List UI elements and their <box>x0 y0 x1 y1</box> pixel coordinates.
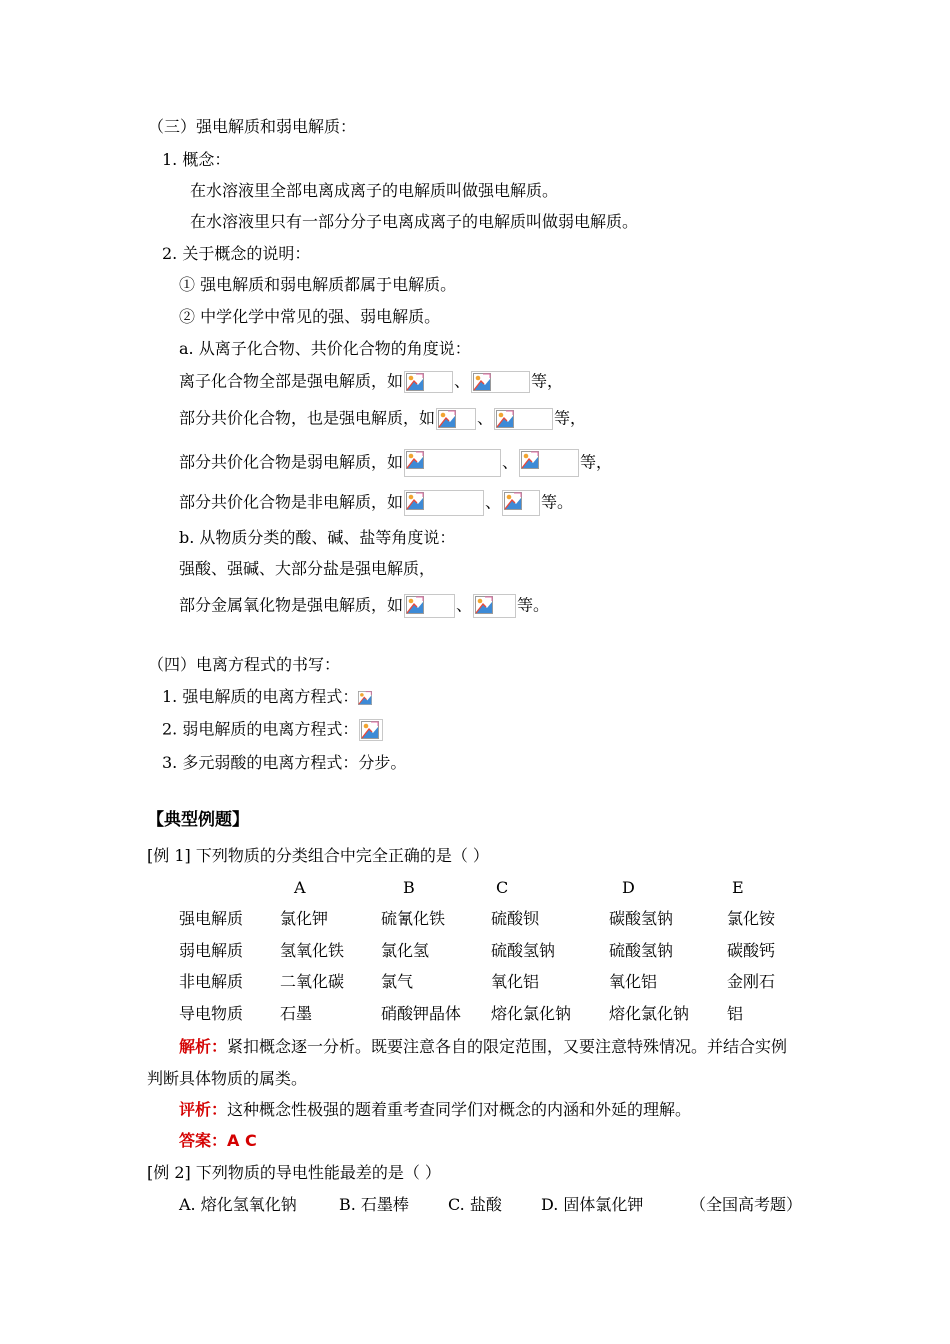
option-b-header: B <box>403 878 415 897</box>
table-cell: 氯化钾 <box>280 909 329 928</box>
example-2-option-a: A. 熔化氢氧化钠 <box>179 1195 297 1214</box>
covalent-strong-line <box>179 408 586 430</box>
ionic-compounds-line <box>179 371 563 393</box>
comment-paragraph <box>179 1100 691 1120</box>
table-cell: 氢氧化铁 <box>280 941 345 960</box>
source-note: （全国高考题） <box>690 1195 803 1214</box>
line-suffix: 等， <box>580 452 613 472</box>
table-cell: 氧化铝 <box>491 972 540 991</box>
note-1: ① 强电解质和弱电解质都属于电解质。 <box>179 275 457 294</box>
row-label: 强电解质 <box>179 909 244 928</box>
table-cell: 硝酸钾晶体 <box>381 1004 462 1023</box>
separator: 、 <box>456 595 473 615</box>
subpoint-a-heading: a. 从离子化合物、共价化合物的角度说： <box>179 339 471 358</box>
comment-label: 评析： <box>179 1100 228 1119</box>
comment-text: 这种概念性极强的题着重考查同学们对概念的内涵和外延的理解。 <box>227 1100 692 1119</box>
line-text: 部分金属氧化物是强电解质，如 <box>179 595 404 615</box>
polyprotic-equation-line: 3. 多元弱酸的电离方程式：分步。 <box>162 753 407 772</box>
examples-heading: 【典型例题】 <box>147 810 249 830</box>
formula-image-icon <box>519 449 579 477</box>
table-cell: 铝 <box>727 1004 744 1023</box>
formula-image-icon <box>436 408 476 430</box>
analysis-label: 解析： <box>179 1037 228 1056</box>
line-suffix: 等。 <box>541 492 574 512</box>
covalent-weak-line <box>179 449 612 477</box>
formula-image-icon <box>473 594 516 618</box>
row-label: 弱电解质 <box>179 941 244 960</box>
row-label: 非电解质 <box>179 972 244 991</box>
table-cell: 硫酸氢钠 <box>491 941 556 960</box>
subpoint-b-heading: b. 从物质分类的酸、碱、盐等角度说： <box>179 528 456 547</box>
formula-image-icon <box>404 490 484 516</box>
table-cell: 二氧化碳 <box>280 972 345 991</box>
line-text: 部分共价化合物是弱电解质，如 <box>179 452 404 472</box>
table-cell: 氧化铝 <box>609 972 658 991</box>
line-text: 部分共价化合物是非电解质，如 <box>179 492 404 512</box>
analysis-continuation: 判断具体物质的属类。 <box>147 1069 308 1088</box>
separator: 、 <box>454 371 471 391</box>
option-a-header: A <box>294 878 306 897</box>
row-label: 导电物质 <box>179 1004 244 1023</box>
answer-value: A C <box>227 1131 257 1150</box>
table-cell: 硫酸钡 <box>491 909 540 928</box>
concept-item: 1. 概念： <box>162 150 231 169</box>
table-cell: 碳酸钙 <box>727 941 776 960</box>
analysis-paragraph <box>179 1037 787 1057</box>
separator: 、 <box>485 492 502 512</box>
option-e-header: E <box>732 878 744 897</box>
separator: 、 <box>502 452 519 472</box>
section-3-title: （三）强电解质和弱电解质： <box>148 117 357 136</box>
example-2-option-b: B. 石墨棒 <box>339 1195 409 1214</box>
weak-electrolyte-definition: 在水溶液里只有一部分分子电离成离子的电解质叫做弱电解质。 <box>190 212 639 231</box>
example-1-question: [例 1] 下列物质的分类组合中完全正确的是（ ） <box>147 846 489 865</box>
example-2-option-c: C. 盐酸 <box>448 1195 502 1214</box>
line-suffix: 等， <box>531 371 564 391</box>
line-text: 1. 强电解质的电离方程式： <box>162 687 359 706</box>
table-cell: 熔化氯化钠 <box>491 1004 572 1023</box>
formula-image-icon <box>404 371 453 393</box>
example-2-option-d: D. 固体氯化钾 <box>541 1195 644 1214</box>
line-suffix: 等。 <box>517 595 550 615</box>
strong-equation-line <box>162 687 372 707</box>
formula-image-icon <box>494 408 553 430</box>
table-cell: 硫氰化铁 <box>381 909 446 928</box>
table-cell: 熔化氯化钠 <box>609 1004 690 1023</box>
equation-image-icon <box>359 719 383 741</box>
formula-image-icon <box>404 594 455 618</box>
metal-oxides-line <box>179 594 549 618</box>
concept-notes-item: 2. 关于概念的说明： <box>162 244 311 263</box>
table-cell: 金刚石 <box>727 972 776 991</box>
section-4-title: （四）电离方程式的书写： <box>148 655 341 674</box>
table-cell: 氯化铵 <box>727 909 776 928</box>
table-cell: 氯气 <box>381 972 414 991</box>
equation-image-icon <box>358 691 372 705</box>
example-2-question: [例 2] 下列物质的导电性能最差的是（ ） <box>147 1163 441 1182</box>
option-c-header: C <box>496 878 509 897</box>
line-text: 部分共价化合物，也是强电解质，如 <box>179 408 436 428</box>
answer-line <box>179 1131 257 1151</box>
analysis-text: 紧扣概念逐一分析。既要注意各自的限定范围，又要注意特殊情况。并结合实例 <box>227 1037 788 1056</box>
table-cell: 硫酸氢钠 <box>609 941 674 960</box>
line-text: 2. 弱电解质的电离方程式： <box>162 719 359 739</box>
separator: 、 <box>477 408 494 428</box>
option-d-header: D <box>622 878 635 897</box>
weak-equation-line <box>162 719 384 741</box>
note-2: ② 中学化学中常见的强、弱电解质。 <box>179 307 441 326</box>
table-cell: 石墨 <box>280 1004 313 1023</box>
line-text: 离子化合物全部是强电解质，如 <box>179 371 404 391</box>
formula-image-icon <box>471 371 530 393</box>
covalent-nonelectrolyte-line <box>179 490 573 516</box>
line-suffix: 等， <box>554 408 587 428</box>
table-cell: 碳酸氢钠 <box>609 909 674 928</box>
answer-label: 答案： <box>179 1131 228 1150</box>
formula-image-icon <box>404 449 501 477</box>
table-cell: 氯化氢 <box>381 941 430 960</box>
strong-electrolyte-definition: 在水溶液里全部电离成离子的电解质叫做强电解质。 <box>190 181 559 200</box>
acids-bases-salts-line: 强酸、强碱、大部分盐是强电解质， <box>179 559 436 578</box>
formula-image-icon <box>502 490 540 516</box>
